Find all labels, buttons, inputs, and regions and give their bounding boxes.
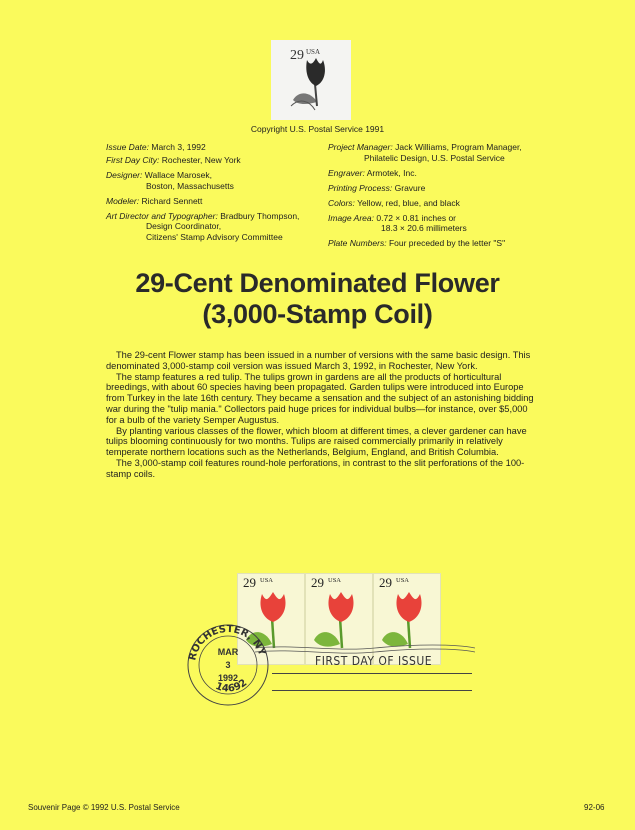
art-director-value: Bradbury Thompson,	[220, 210, 300, 221]
coil-stamp-2-denomination: 29	[311, 575, 324, 590]
colors-row	[328, 198, 558, 213]
cancellation-lines	[255, 640, 475, 700]
modeler-row	[106, 196, 321, 211]
footer-page-number: 92-06	[584, 803, 605, 812]
first-day-city-label: First Day City:	[106, 155, 160, 165]
art-director-row	[106, 211, 321, 222]
colors-label: Colors:	[328, 197, 355, 208]
image-area-label: Image Area:	[328, 212, 374, 223]
first-day-city-value: Rochester, New York	[161, 155, 241, 165]
copyright-line: Copyright U.S. Postal Service 1991	[250, 124, 385, 134]
top-stamp-country: USA	[306, 48, 321, 56]
top-stamp-denomination: 29	[290, 48, 304, 63]
project-manager-label: Project Manager:	[328, 142, 393, 152]
image-area-metric: 18.3 × 20.6 millimeters	[381, 223, 467, 233]
printing-process-value: Gravure	[394, 182, 426, 193]
title-line-2: (3,000-Stamp Coil)	[202, 299, 433, 329]
page-title	[0, 268, 635, 330]
printing-process-row	[328, 183, 558, 198]
issue-date-value: March 3, 1992	[151, 142, 206, 152]
engraver-label: Engraver:	[328, 167, 365, 178]
body-paragraph-1: The 29-cent Flower stamp has been issued in a number of versions with the same basic design. This denominated 3,000-stamp coil version was issued March 3, 1992, in Rochester, New York.	[106, 350, 531, 371]
issue-details-right	[328, 142, 558, 249]
postmark-month: MAR	[217, 647, 239, 657]
coil-stamp-2-country: USA	[328, 577, 342, 584]
divider-line-1	[272, 673, 472, 674]
title-line-1: 29-Cent Denominated Flower	[135, 268, 500, 298]
designer-label: Designer:	[106, 170, 143, 180]
postmark-day: 3	[225, 660, 231, 670]
image-area-row	[328, 213, 558, 224]
postmark-city: ROCHESTER, NY	[187, 623, 268, 662]
divider-line-2	[272, 690, 472, 691]
body-paragraph-4: The 3,000-stamp coil features round-hole perforations, in contrast to the slit perforations of the 100-stamp coils.	[106, 457, 525, 479]
postmark-zip: 14692	[213, 677, 250, 695]
body-text	[106, 350, 536, 480]
plate-numbers-value: Four preceded by the letter "S"	[388, 238, 506, 248]
footer-copyright: Souvenir Page © 1992 U.S. Postal Service	[28, 803, 180, 812]
engraver-value: Armotek, Inc.	[366, 167, 417, 178]
designer-value: Wallace Marosek,	[144, 170, 212, 180]
colors-value: Yellow, red, blue, and black	[357, 197, 460, 208]
printing-process-label: Printing Process:	[328, 182, 393, 193]
top-stamp-image	[271, 40, 351, 120]
issue-date-label: Issue Date:	[106, 142, 149, 152]
art-director-title: Design Coordinator,	[146, 221, 222, 231]
coil-stamp-1-denomination: 29	[243, 575, 256, 590]
project-manager-value: Jack Williams, Program Manager,	[395, 142, 522, 152]
postmark-year: 1992	[217, 673, 239, 683]
modeler-value: Richard Sennett	[141, 195, 203, 206]
plate-numbers-row	[328, 238, 558, 249]
issue-date-row	[106, 142, 321, 155]
project-manager-dept: Philatelic Design, U.S. Postal Service	[364, 152, 505, 163]
art-director-label: Art Director and Typographer:	[106, 210, 218, 221]
coil-stamp-3-country: USA	[396, 577, 410, 584]
engraver-row	[328, 168, 558, 183]
postmark	[183, 620, 273, 710]
coil-stamp-1-country: USA	[260, 577, 274, 584]
designer-location: Boston, Massachusetts	[146, 180, 234, 191]
image-area-value: 0.72 × 0.81 inches or	[376, 212, 457, 223]
issue-details-left	[106, 142, 321, 242]
coil-stamp-3-denomination: 29	[379, 575, 392, 590]
body-paragraph-3: By planting various classes of the flower, which bloom at different times, a clever gardener can have tulips blooming continuously for two months. Tulips are raised commercially primarily in relatively temperate northern locations such as the Netherlands, Belgium, England, and British Columbia.	[106, 425, 527, 458]
designer-row	[106, 170, 321, 181]
project-manager-row	[328, 142, 558, 153]
art-director-committee: Citizens' Stamp Advisory Committee	[146, 231, 283, 242]
first-day-city-row	[106, 155, 321, 170]
plate-numbers-label: Plate Numbers:	[328, 238, 387, 248]
first-day-of-issue-label: FIRST DAY OF ISSUE	[315, 654, 433, 668]
modeler-label: Modeler:	[106, 195, 140, 206]
body-paragraph-2: The stamp features a red tulip. The tulips grown in gardens are all the products of horticultural breedings, with about 60 species having been propagated. Garden tulips were introduced into Europe from Turkey in the late 16th century. They became a sensation and the subject of an astonishing bidding war during the "tulip mania." Collectors paid huge prices for individual bulbs—for instance, over $5,000 for a bulb of the variety Semper Augustus.	[106, 371, 534, 425]
